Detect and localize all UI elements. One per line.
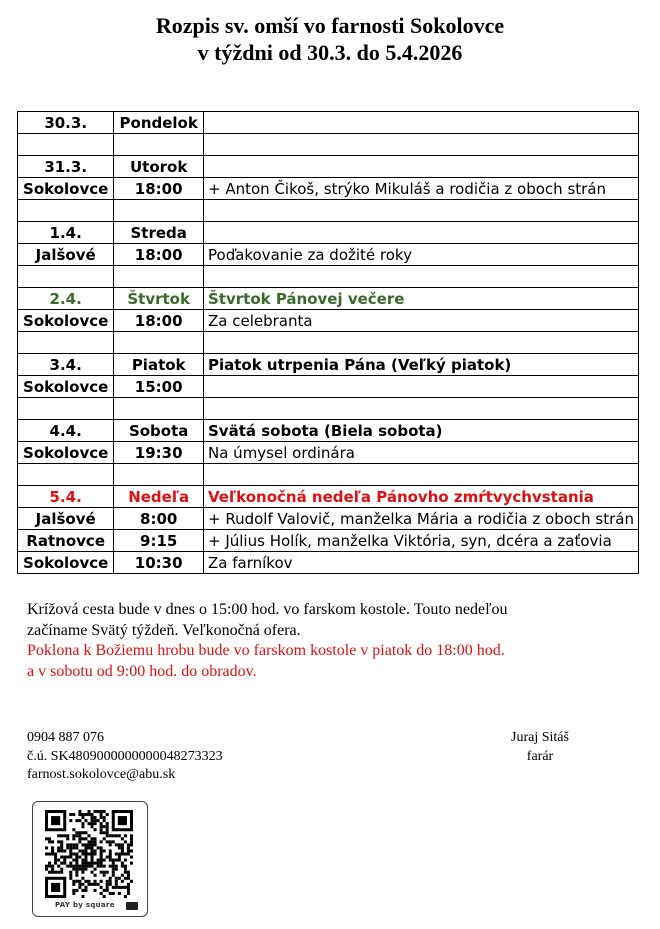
contact-phone: 0904 887 076: [27, 730, 104, 745]
row-time-or-day: Utorok: [114, 156, 204, 178]
row-place-or-date: 5.4.: [18, 486, 114, 508]
row-place-or-date: [18, 200, 114, 222]
table-spacer-row: [18, 332, 639, 354]
table-spacer-row: [18, 464, 639, 486]
row-place-or-date: Jalšové: [18, 508, 114, 530]
row-intention: [204, 134, 639, 156]
row-intention: [204, 464, 639, 486]
row-intention: [204, 398, 639, 420]
row-time-or-day: Nedeľa: [114, 486, 204, 508]
announcement-red-line: Poklona k Božiemu hrobu bude vo farskom kostole v piatok do 18:00 hod.: [27, 642, 505, 659]
title-line-1: Rozpis sv. omší vo farnosti Sokolovce: [155, 13, 505, 38]
table-row: [18, 508, 639, 530]
announcement-line: Krížová cesta bude v dnes o 15:00 hod. vo farskom kostole. Touto nedeľou: [27, 601, 508, 618]
table-row: [18, 376, 639, 398]
table-row: [18, 420, 639, 442]
row-intention: + Július Holík, manželka Viktória, syn, dcéra a zaťovia: [204, 530, 639, 552]
row-time-or-day: 18:00: [114, 310, 204, 332]
row-time-or-day: [114, 464, 204, 486]
row-place-or-date: 2.4.: [18, 288, 114, 310]
row-time-or-day: 19:30: [114, 442, 204, 464]
table-row: [18, 442, 639, 464]
page-title: [0, 12, 660, 66]
mass-schedule-table: [17, 111, 639, 574]
table-row: [18, 354, 639, 376]
announcements: [27, 600, 637, 682]
row-time-or-day: Sobota: [114, 420, 204, 442]
row-time-or-day: [114, 266, 204, 288]
row-place-or-date: Sokolovce: [18, 376, 114, 398]
table-row: [18, 156, 639, 178]
row-place-or-date: [18, 398, 114, 420]
table-spacer-row: [18, 266, 639, 288]
row-time-or-day: 18:00: [114, 244, 204, 266]
row-intention: + Anton Čikoš, strýko Mikuláš a rodičia z oboch strán: [204, 178, 639, 200]
title-line-2: v týždni od 30.3. do 5.4.2026: [197, 40, 463, 65]
row-intention: Veľkonočná nedeľa Pánovho zmŕtvychvstania: [204, 486, 639, 508]
table-row: [18, 310, 639, 332]
row-intention: Za celebranta: [204, 310, 639, 332]
row-time-or-day: 8:00: [114, 508, 204, 530]
announcement-red-line: a v sobotu od 9:00 hod. do obradov.: [27, 662, 257, 680]
row-time-or-day: 10:30: [114, 552, 204, 574]
table-spacer-row: [18, 398, 639, 420]
row-place-or-date: 30.3.: [18, 112, 114, 134]
table-spacer-row: [18, 134, 639, 156]
signature-name: Juraj Sitáš: [511, 730, 569, 745]
row-place-or-date: [18, 332, 114, 354]
row-intention: Štvrtok Pánovej večere: [204, 288, 639, 310]
row-intention: Za farníkov: [204, 552, 639, 574]
row-intention: [204, 222, 639, 244]
row-place-or-date: 4.4.: [18, 420, 114, 442]
row-intention: [204, 266, 639, 288]
contact-account: č.ú. SK4809000000000048273323: [27, 748, 223, 764]
row-time-or-day: [114, 332, 204, 354]
row-place-or-date: [18, 266, 114, 288]
row-place-or-date: Sokolovce: [18, 310, 114, 332]
signature-block: [500, 729, 580, 766]
row-place-or-date: 3.4.: [18, 354, 114, 376]
row-time-or-day: Piatok: [114, 354, 204, 376]
contact-block: [27, 729, 223, 785]
row-place-or-date: Ratnovce: [18, 530, 114, 552]
row-time-or-day: Pondelok: [114, 112, 204, 134]
row-place-or-date: [18, 464, 114, 486]
row-intention: [204, 332, 639, 354]
row-place-or-date: 31.3.: [18, 156, 114, 178]
table-spacer-row: [18, 200, 639, 222]
row-place-or-date: 1.4.: [18, 222, 114, 244]
row-place-or-date: Sokolovce: [18, 552, 114, 574]
row-time-or-day: 18:00: [114, 178, 204, 200]
table-row: [18, 288, 639, 310]
row-place-or-date: Jalšové: [18, 244, 114, 266]
table-row: [18, 486, 639, 508]
row-intention: [204, 200, 639, 222]
row-intention: Na úmysel ordinára: [204, 442, 639, 464]
row-intention: [204, 112, 639, 134]
table-row: [18, 178, 639, 200]
table-row: [18, 112, 639, 134]
row-time-or-day: 9:15: [114, 530, 204, 552]
row-intention: + Rudolf Valovič, manželka Mária a rodičia z oboch strán: [204, 508, 639, 530]
table-row: [18, 552, 639, 574]
table-row: [18, 244, 639, 266]
row-time-or-day: 15:00: [114, 376, 204, 398]
table-row: [18, 530, 639, 552]
pay-by-square-qr: [32, 801, 148, 917]
row-time-or-day: [114, 200, 204, 222]
row-intention: Poďakovanie za dožité roky: [204, 244, 639, 266]
row-time-or-day: [114, 134, 204, 156]
announcement-line: začíname Svätý týždeň. Veľkonočná ofera.: [27, 621, 301, 639]
row-place-or-date: [18, 134, 114, 156]
signature-role: farár: [526, 748, 554, 764]
row-intention: [204, 156, 639, 178]
row-place-or-date: Sokolovce: [18, 178, 114, 200]
row-time-or-day: Štvrtok: [114, 288, 204, 310]
qr-code-icon: [42, 810, 136, 898]
row-time-or-day: Streda: [114, 222, 204, 244]
row-intention: Svätá sobota (Biela sobota): [204, 420, 639, 442]
pay-by-square-label: PAY by square: [55, 901, 115, 909]
pay-card-icon: [126, 902, 138, 910]
row-time-or-day: [114, 398, 204, 420]
row-intention: Piatok utrpenia Pána (Veľký piatok): [204, 354, 639, 376]
row-intention: [204, 376, 639, 398]
contact-email: farnost.sokolovce@abu.sk: [27, 767, 176, 782]
row-place-or-date: Sokolovce: [18, 442, 114, 464]
table-row: [18, 222, 639, 244]
